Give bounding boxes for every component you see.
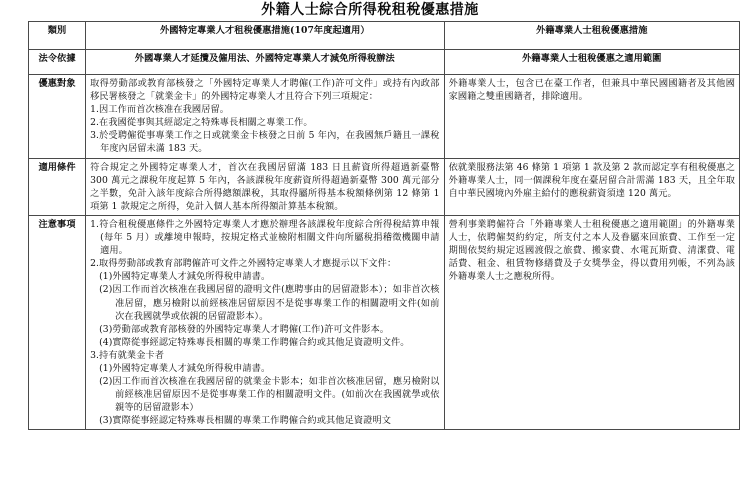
beneficiary-item: 3.於受聘僱從事專業工作之日或就業金卡核發之日前 5 年內，在我國無戶籍且一課稅年度內居留未滿 183 天。 bbox=[90, 130, 440, 155]
conditions-left bbox=[86, 158, 445, 215]
notes-right-text: 營利事業聘僱符合「外籍專業人士租稅優惠之適用範圍」的外籍專業人士，依聘僱契約約定，所支付之本人及眷屬來回旅費、工作至一定期間依契約規定返國渡假之旅費、搬家費、水電瓦斯費、清潔費、電話費、租金、租賃物修繕費及子女獎學金，得以費用列帳，不列為該外籍專業人士之應稅所得。 bbox=[448, 218, 735, 283]
table-row-notes bbox=[29, 215, 740, 430]
notes-subitem: (2)因工作而首次核准在我國居留的證明文件(應聘事由的居留證影本）；如非首次核准居留，應另檢附以前經核准居留原因不是從事專業工作的相關證明文件(如前次在我國就學或依親的居留證影本）。 bbox=[99, 284, 440, 322]
beneficiary-left bbox=[86, 75, 445, 159]
notes-subitem: (2)因工作而首次核准在我國居留的就業金卡影本；如非首次核准居留，應另檢附以前經核准居留原因不是從事專業工作的相關證明文件。(如前次在我國就學或依親等的居留證影本） bbox=[99, 376, 440, 414]
column-header-foreign-professional: 外籍專業人士租稅優惠措施 bbox=[444, 22, 739, 50]
row-label-conditions: 適用條件 bbox=[29, 158, 86, 215]
notes-left bbox=[86, 215, 445, 430]
conditions-right bbox=[444, 158, 739, 215]
beneficiary-right bbox=[444, 75, 739, 159]
notes-subitem: (1)外國特定專業人才減免所得稅申請書。 bbox=[99, 362, 271, 374]
conditions-right-text: 依就業服務法第 46 條第 1 項第 1 款及第 2 款而認定享有租稅優惠之外籍專業人士，同一個課稅年度在臺居留合計需滿 183 天，且全年取自中華民國境內外雇主給付的應稅薪資須達 120 萬元。 bbox=[448, 161, 735, 199]
notes-subitem: (4)實際從事經認定特殊專長相關的專業工作聘僱合約或其他足資證明文件。 bbox=[99, 336, 410, 348]
column-header-foreign-special-talent: 外國特定專業人才租稅優惠措施(107年度起適用） bbox=[86, 22, 445, 50]
legal-basis-right: 外籍專業人士租稅優惠之適用範圍 bbox=[444, 50, 739, 75]
notes-item: 1.符合租稅優惠條件之外國特定專業人才應於辦理各該課稅年度綜合所得稅結算申報(每年 5 月）或離境申報時，按規定格式並檢附相關文件向所屬稅捐稽徵機關申請適用。 bbox=[90, 218, 440, 257]
notes-item: 2.取得勞動部或教育部聘僱許可文件之外國特定專業人才應提示以下文件： bbox=[90, 258, 397, 270]
row-label-notes: 注意事項 bbox=[29, 215, 86, 430]
legal-basis-left: 外國專業人才延攬及僱用法、外國特定專業人才減免所得稅辦法 bbox=[86, 50, 445, 75]
beneficiary-right-text: 外籍專業人士，包含已在臺工作者，但兼具中華民國國籍者及其他國家國籍之雙重國籍者，排除適用。 bbox=[448, 78, 735, 103]
notes-right bbox=[444, 215, 739, 430]
beneficiary-item: 1.因工作而首次核准在我國居留。 bbox=[90, 104, 230, 116]
table-row-conditions bbox=[29, 158, 740, 215]
notes-subitem: (3)實際從事經認定特殊專長相關的專業工作聘僱合約或其他足資證明文 bbox=[99, 415, 392, 427]
column-header-category: 類別 bbox=[29, 22, 86, 50]
page-title: 外籍人士綜合所得稅租稅優惠措施 bbox=[261, 2, 479, 18]
notes-item: 3.持有就業金卡者 bbox=[90, 349, 165, 361]
tax-incentive-table bbox=[28, 21, 740, 430]
notes-subitem: (1)外國特定專業人才減免所得稅申請書。 bbox=[99, 271, 271, 283]
table-header-row bbox=[29, 22, 740, 50]
row-label-legal-basis: 法令依據 bbox=[29, 50, 86, 75]
notes-subitem: (3)勞動部或教育部核發的外國特定專業人才聘僱(工作)許可文件影本。 bbox=[99, 323, 390, 335]
beneficiary-intro: 取得勞動部或教育部核發之「外國特定專業人才聘僱(工作)許可文件」或持有內政部移民署核發之「就業金卡」的外國特定專業人才且符合下列三項規定： bbox=[90, 78, 440, 103]
row-label-beneficiary: 優惠對象 bbox=[29, 75, 86, 159]
beneficiary-item: 2.在我國從事與其經認定之特殊專長相關之專業工作。 bbox=[90, 117, 313, 129]
table-row-legal-basis bbox=[29, 50, 740, 75]
conditions-left-text: 符合規定之外國特定專業人才，首次在我國居留滿 183 日且薪資所得超過新臺幣 300 萬元之課稅年度起算 5 年內，各該課稅年度薪資所得超過新臺幣 300 萬元部分之半數，免計入該年度綜合所得總額課稅，其取得屬所得基本稅額條例第 12 條第 1 項第 1 款規定之所得，免計入個人基本所得額計算基本稅額。 bbox=[90, 161, 440, 212]
table-row-beneficiary bbox=[29, 75, 740, 159]
